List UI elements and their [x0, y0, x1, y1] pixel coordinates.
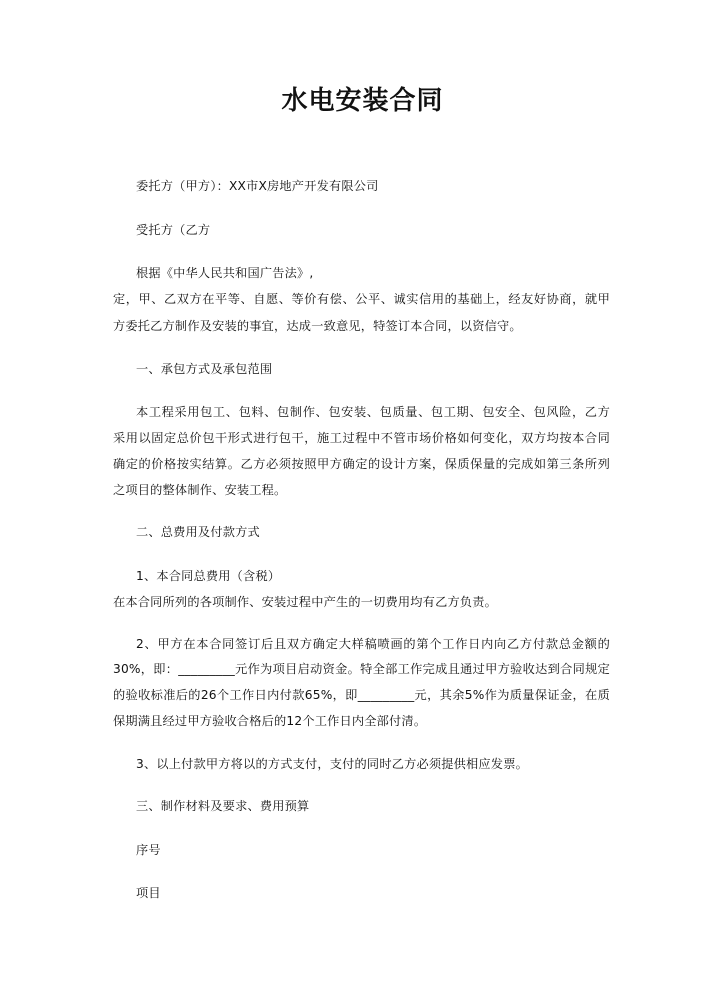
section-2-item-2-line-4: 保期满且经过甲方验收合格后的12个工作日内全部付清。: [113, 714, 427, 728]
section-2-heading: 二、总费用及付款方式: [136, 525, 260, 539]
table-label-index: 序号: [136, 843, 161, 857]
section-1-line-3: 确定的价格按实结算。乙方必须按照甲方确定的设计方案，保质保量的完成如第三条所列: [113, 457, 610, 471]
section-1-line-1: 本工程采用包工、包料、包制作、包安装、包质量、包工期、包安全、包风险，乙方: [136, 405, 610, 419]
client-party-line: 委托方（甲方）：XX市X房地产开发有限公司: [136, 179, 379, 193]
section-1-heading: 一、承包方式及承包范围: [136, 362, 273, 376]
contractor-party-line: 受托方（乙方: [136, 223, 211, 237]
section-2-item-3: 3、以上付款甲方将以的方式支付，支付的同时乙方必须提供相应发票。: [136, 757, 528, 771]
document-title: 水电安装合同: [281, 86, 444, 116]
basis-line-1: 根据《中华人民共和国广告法》,: [136, 266, 314, 280]
table-label-item: 项目: [136, 886, 161, 900]
basis-line-2: 定，甲、乙双方在平等、自愿、等价有偿、公平、诚实信用的基础上，经友好协商，就甲: [113, 292, 610, 306]
basis-line-3: 方委托乙方制作及安装的事宜，达成一致意见，特签订本合同，以资信守。: [113, 319, 522, 333]
section-2-item-1-text: 在本合同所列的各项制作、安装过程中产生的一切费用均有乙方负责。: [113, 595, 498, 609]
section-2-item-2-line-3: 的验收标准后的26个工作日内付款65%，即_________元，其余5%作为质量保证金，在质: [113, 688, 610, 702]
section-1-line-4: 之项目的整体制作、安装工程。: [113, 483, 287, 497]
section-1-line-2: 采用以固定总价包干形式进行包干，施工过程中不管市场价格如何变化，双方均按本合同: [113, 431, 610, 445]
section-3-heading: 三、制作材料及要求、费用预算: [136, 799, 310, 813]
section-2-item-1-title: 1、本合同总费用（含税）: [136, 569, 281, 583]
section-2-item-2-line-2: 30%，即：_________元作为项目启动资金。特全部工作完成且通过甲方验收达到合同规定: [113, 662, 610, 676]
section-2-item-2-line-1: 2、甲方在本合同签订后且双方确定大样稿喷画的第个工作日内向乙方付款总金额的: [136, 637, 610, 651]
